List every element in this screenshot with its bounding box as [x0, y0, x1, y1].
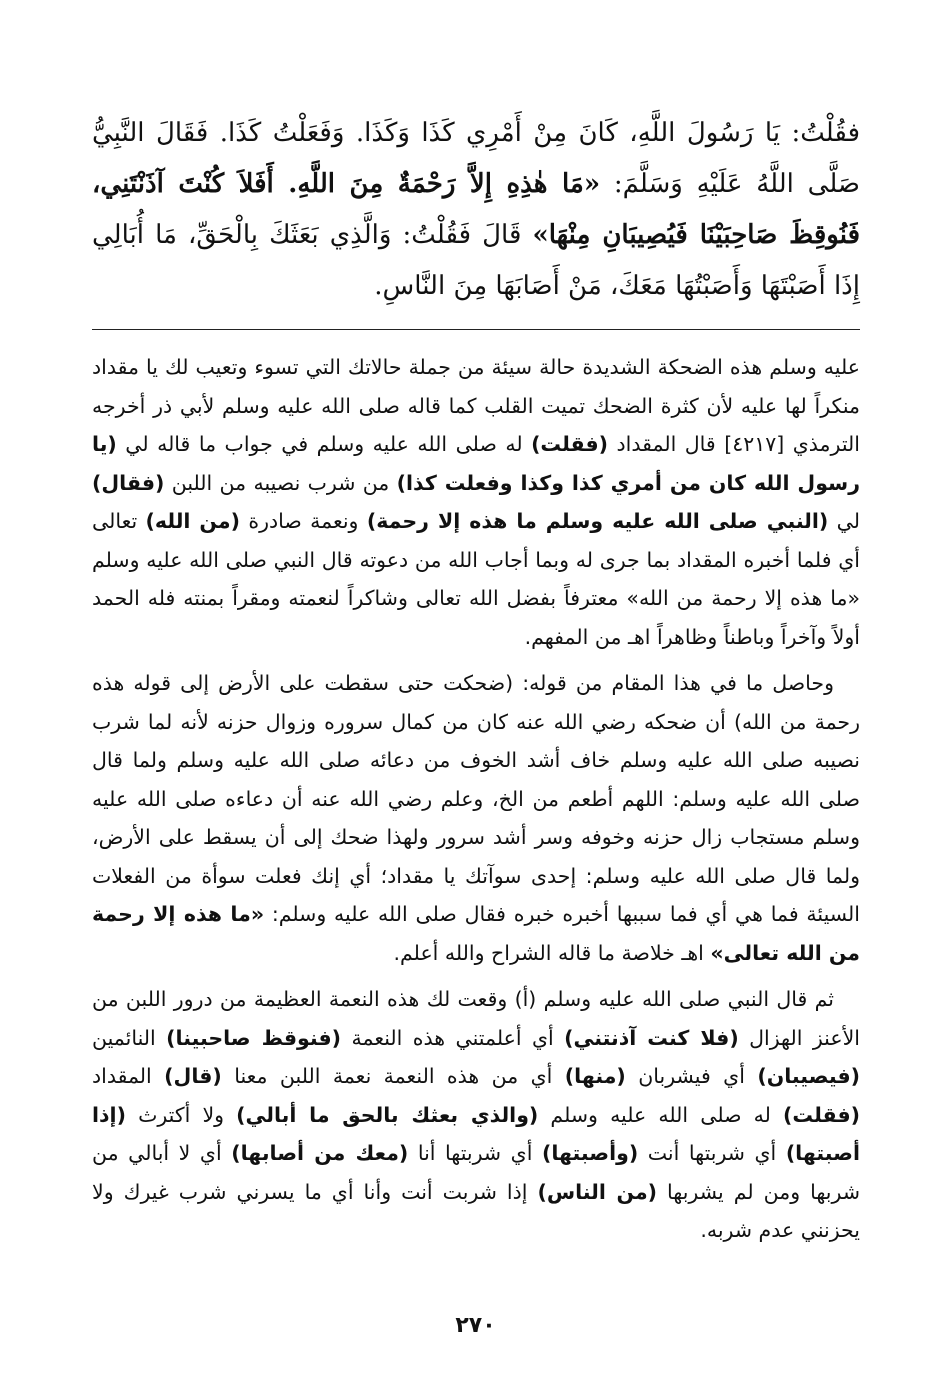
hadith-text-block	[92, 108, 860, 312]
commentary-text: له صلى الله عليه وسلم في جواب ما قاله لي	[116, 432, 532, 456]
commentary-bold-text: (فقلت)	[783, 1102, 860, 1127]
commentary-bold-text: (معك من أصابها)	[231, 1141, 409, 1165]
commentary-text: ثم قال النبي صلى الله عليه وسلم (أ) وقعت لك هذه النعمة العظيمة من درور اللبن من الأعنز الهزال	[92, 987, 860, 1050]
commentary-text: من شرب نصيبه من اللبن	[164, 470, 397, 495]
commentary-bold-text: (وأصبتها)	[541, 1141, 639, 1165]
page-number: ٢٧٠	[455, 1313, 496, 1338]
commentary-text: ونعمة صادرة	[239, 509, 367, 533]
hadith-text: قَالَ فَقُلْتُ: وَالَّذِي بَعَثَكَ بِالْحَقِّ، مَا أُبَالِي إِذَا أَصَبْتَهَا وَأَصَبْتُهَا مَعَكَ، مَنْ أَصَابَهَا مِنَ النَّاسِ.	[92, 220, 860, 301]
commentary-bold-text: (النبي صلى الله عليه وسلم ما هذه إلا رحمة)	[366, 509, 829, 533]
commentary-paragraph-3	[92, 980, 860, 1250]
footnote-divider	[92, 329, 860, 330]
commentary-bold-text: (منها)	[564, 1064, 626, 1088]
commentary-bold-text: (فلا كنت آذنتني)	[564, 1025, 739, 1050]
commentary-bold-text: (فقال)	[92, 470, 165, 495]
commentary-text: النائمين	[92, 1025, 167, 1050]
commentary-bold-text: (فنوقظ صاحبينا)	[166, 1025, 342, 1050]
commentary-text: أي أعلمتني هذه النعمة	[341, 1025, 565, 1050]
commentary-bold-text: (والذي بعثك بالحق ما أبالي)	[236, 1102, 539, 1127]
commentary-text: المقداد	[92, 1064, 165, 1088]
commentary-bold-text: (فقلت)	[531, 432, 609, 456]
commentary-paragraph-1	[92, 348, 860, 656]
commentary-bold-text: (قال)	[164, 1064, 222, 1088]
commentary-bold-text: (من الله)	[145, 509, 240, 533]
commentary-paragraph-2	[92, 664, 860, 972]
commentary-block	[92, 348, 860, 1258]
commentary-text: أي شربتها أنا	[408, 1141, 542, 1165]
commentary-text: أي شربتها أنت	[638, 1141, 786, 1165]
commentary-bold-text: «ما هذه إلا رحمة من الله تعالى»	[92, 902, 860, 965]
commentary-bold-text: (يا رسول الله كان من أمري كذا وكذا وفعلت كذا)	[92, 432, 861, 495]
commentary-text: تعالى أي فلما أخبره المقداد بما جرى له وبما أجاب الله من دعوته قال النبي صلى الله عليه وسلم «ما هذه إلا رحمة من الله» معترفاً بفضل الله تعالى وشاكراً لنعمته ومقراً بمنته فله الحمد أولاً وآخراً وباطناً وظاهراً اهـ من المفهم.	[92, 509, 860, 649]
commentary-text: عليه وسلم هذه الضحكة الشديدة حالة سيئة من جملة حالاتك التي تسوء وتعيب لك يا مقداد منكراً لها عليه لأن كثرة الضحك تميت القلب كما قاله صلى الله عليه وسلم لأبي ذر أخرجه الترمذي [٤٢١٧] قال المقداد	[92, 355, 860, 456]
commentary-text: أي فيشربان	[625, 1064, 758, 1088]
hadith-text: فقُلْتُ: يَا رَسُولَ اللَّهِ، كَانَ مِنْ أَمْرِي كَذَا وَكَذَا. وَفَعَلْتُ كَذَا. فَقَالَ النَّبِيُّ صَلَّى اللَّهُ عَلَيْهِ وَسَلَّمَ:	[92, 118, 860, 199]
commentary-text: إذا شربت أنت وأنا أي ما يسرني شرب غيرك ولا يحزنني عدم شربه.	[92, 1179, 860, 1242]
hadith-bold-text: «مَا هٰذِهِ إِلاَّ رَحْمَةٌ مِنَ اللَّهِ. أَفَلاَ كُنْتَ آذَنْتَنِي، فَنُوقِظَ صَاحِبَيْنَا فَيُصِيبَانِ مِنْهَا»	[92, 169, 860, 250]
commentary-text: وحاصل ما في هذا المقام من قوله: (ضحكت حتى سقطت على الأرض إلى قوله هذه رحمة من الله) أن ضحكه رضي الله عنه كان من كمال سروره وزوال حزنه لأنه لما شرب نصيبه صلى الله عليه وسلم خاف أشد الخوف من دعائه صلى الله عليه وسلم ولما قال صلى الله عليه وسلم: اللهم أطعم من الخ، وعلم رضي الله عنه أن دعاءه صلى الله عليه وسلم مستجاب زال حزنه وخوفه وسر أشد سرور ولهذا ضحك إلى أن يسقط على الأرض، ولما قال صلى الله عليه وسلم: إحدى سوآتك يا مقداد؛ أي إنك فعلت سوأة من الفعلات السيئة فما هي أي فما سببها أخبره خبره فقال صلى الله عليه وسلم:	[92, 671, 860, 926]
commentary-text: أي لا أبالي من شربها ومن لم يشربها	[92, 1141, 860, 1204]
commentary-text: اهـ خلاصة ما قاله الشراح والله أعلم.	[393, 940, 711, 965]
commentary-bold-text: (إذا أصبتها)	[92, 1102, 860, 1165]
commentary-text: أي من هذه النعمة نعمة اللبن معنا	[221, 1064, 565, 1088]
hadith-paragraph	[92, 108, 860, 312]
commentary-text: له صلى الله عليه وسلم	[538, 1102, 783, 1127]
commentary-bold-text: (فيصيبان)	[757, 1064, 860, 1088]
commentary-bold-text: (من الناس)	[537, 1179, 658, 1204]
commentary-text: لي	[828, 509, 860, 533]
commentary-text: ولا أكترث	[125, 1102, 237, 1127]
